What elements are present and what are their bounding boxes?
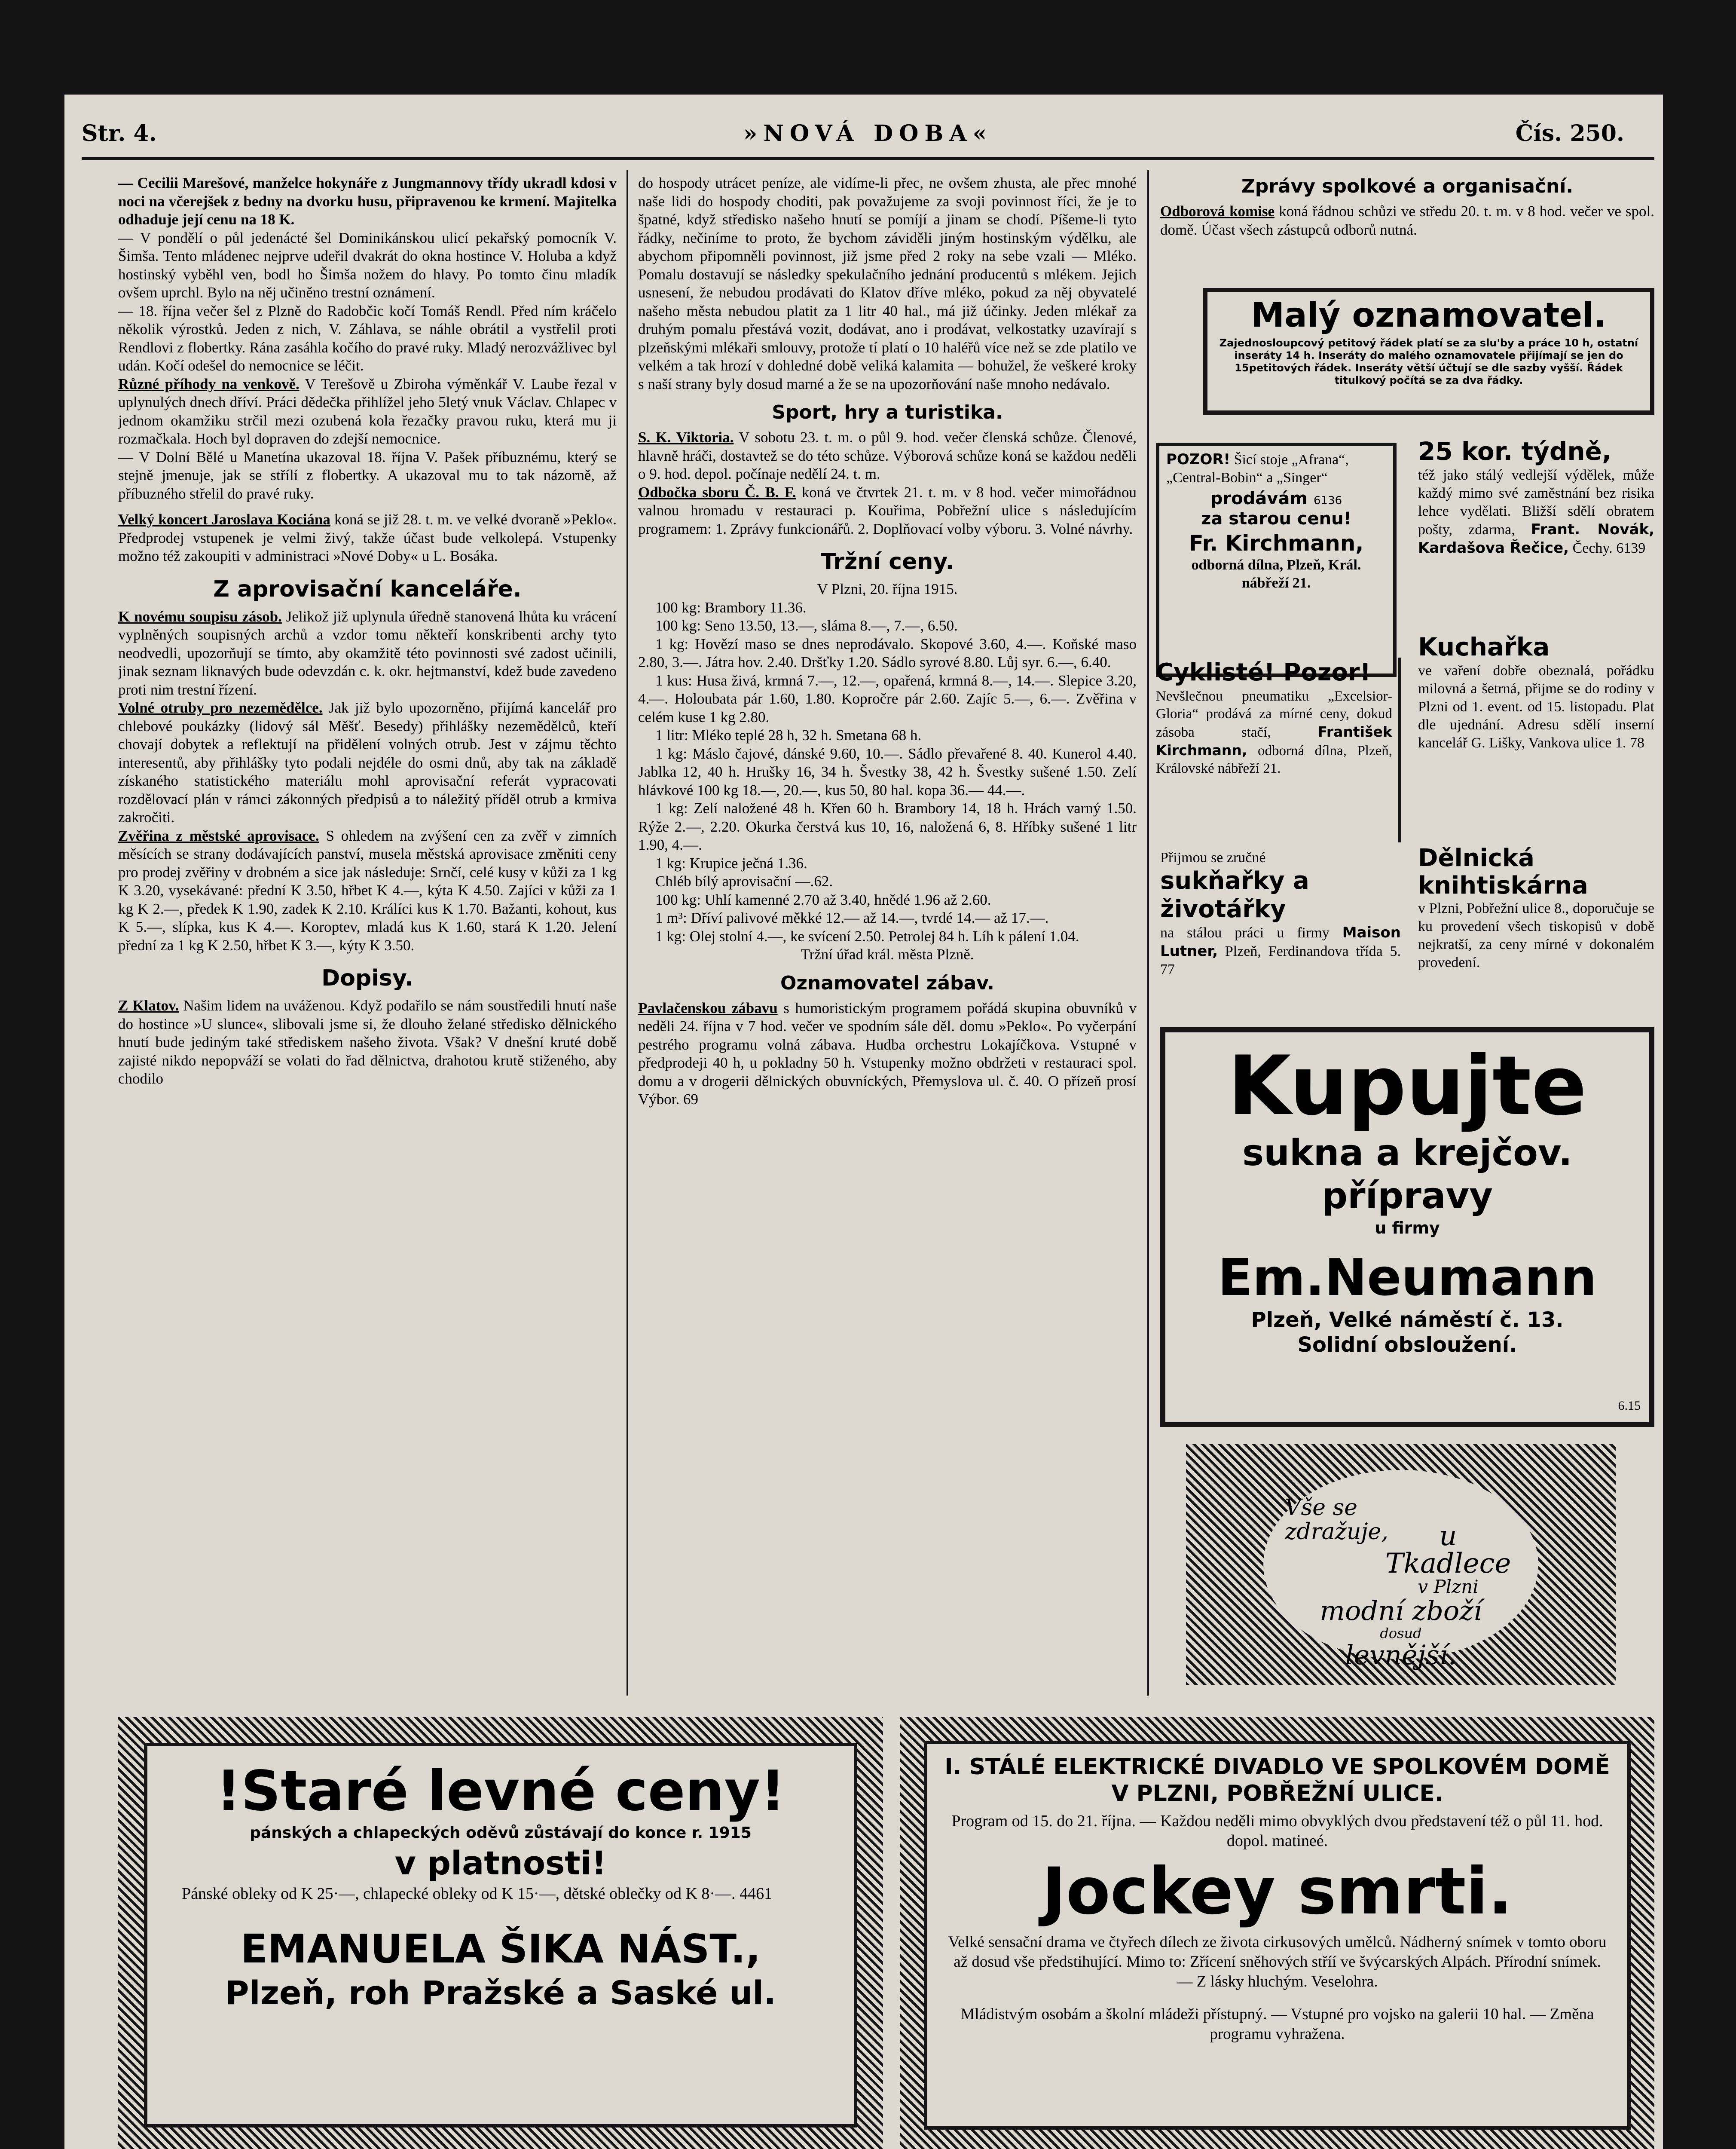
article-venkov: Různé příhody na venkově. V Terešově u Zbiroha výměnkář V. Laube řezal v uplynulých dnech dříví. Práci dědečka přihlížel jeho 5letý vnuk Václav. Chlapec v jednom okamžiku strčil mezi ozubená kola řezačky pravou ruku, která mu ji rozmačkala. Hoch byl dopraven do zdejší nemocnice. <box>118 375 617 447</box>
article-klatovy-cont: do hospody utrácet peníze, ale vidíme-li přec, ne ovšem zhusta, ale přec mnohé naše lidi do hospody choditi, pak považujeme za svoji povinnost říci, že je to špatné, když středisko našeho hnutí se pomíjí a jinam se chodí. Píšeme-li tyto řádky, nečiníme to proto, že bychom záviděli jiným hostinským výdělku, ale abychom připomněli povinnost, již jsme před 2 roky na sebe vzali — Mléko. Pomalu dostavují se následky spekulačního jednání producentů s mlékem. Jejich usnesení, že nebudou prodávati do Klatov dříve mléko, pokud za něj obyvatelé našeho města nebudou platit za 1 litr 40 hal., má již účinky. Jeden mlékař za druhým pomalu přestává vozit, dodávat, ano i prodávat, velkostatky uzavírají s plzeňskými mlékaři smlouvy, protože tí platí o 10 haléřů více než se zde platilo ve velkém a tak hrozí v dohledné době veliká kalamita — bohužel, že veškeré kroky s naší strany byly dosud marné a že se na upozorňování naše mnoho nedávalo. <box>638 174 1137 392</box>
heading-zpravy: Zprávy spolkové a organisační. <box>1241 175 1574 197</box>
article-marešová: — Cecilii Marešové, manželce hokynáře z Jungmannovy třídy ukradl kdosi v noci na včerejšek z bedny na dvorku husu, připravenou ke krmení. Majitelka odhaduje její cenu na 18 K. <box>118 174 617 228</box>
market-price-line: 100 kg: Uhlí kamenné 2.70 až 3.40, hnědé 1.96 až 2.60. <box>655 891 991 908</box>
market-prices <box>638 599 1137 946</box>
article-simsa: — V pondělí o půl jedenácté šel Dominikánskou ulicí pekařský pomocník V. Šimša. Tento mládenec nejprve udeřil dvakrát do okna hostince V. Holuba a když hostinský vyběhl ven, bodl ho Šimša nožem do hlavy. Po tomto činu mladík ovšem uprchl. Bylo na něj učiněno trestní oznámení. <box>118 229 617 301</box>
maly-oznamovatel-title: Malý oznamovatel. <box>1251 296 1607 335</box>
column-2 <box>638 174 1137 1109</box>
newspaper-title: »NOVÁ DOBA« <box>743 120 993 147</box>
article-koncert: Velký koncert Jaroslava Kociána koná se již 28. t. m. ve velké dvoraně »Peklo«. Předprodej vstupenek je velmi živý, takže účast bude velkolepá. Vstupenky možno též zakoupiti v administraci »Nové Doby« u L. Bosáka. <box>118 511 617 564</box>
market-price-line: 1 kg: Zelí naložené 48 h. Křen 60 h. Brambory 14, 18 h. Hrách varný 1.50. Rýže 2.—, 2.20. Okurka čerstvá kus 10, 16, naložená 6, 8. Hříbky sušené 1 litr 1.90, 4.—. <box>638 800 1137 853</box>
ad-kupujte-neumann: Kupujte sukna a krejčov. přípravy u firmy Em.Neumann Plzeň, Velké náměstí č. 13. Solidní obsloužení. 6.15 <box>1160 1027 1654 1427</box>
ad-stare-ceny: !Staré levné ceny! pánských a chlapeckých oděvů zůstávají do konce r. 1915 v platnosti! Pánské obleky od K 25·—, chlapecké obleky od K 15·—, dětské oblečky od K 8·—. 4461 EMANUELA ŠIKA NÁST., Plzeň, roh Pražské a Saské ul. <box>144 1743 857 2128</box>
article-zverina: Zvěřina z městské aprovisace. S ohledem na zvýšení cen za zvěř v zimních měsících se strany dodávajících panství, musela městská aprovisace změniti ceny pro prodej zvěřiny v drobném a sice jak následuje: Srnčí, celé kusy v kůži za 1 kg K 3.20, vysekávané: přední K 3.50, hřbet K 4.—, kýta K 4.50. Zajíci v kůži za 1 kg K 2.—, předek K 1.90, zadek K 2.10. Králíci kus K 1.70. Bažanti, kohout, kus K 5.—, slípka, kus K 4.—. Koroptev, mladá kus K 1.60, stará K 1.20. Jelení přední za 1 kg K 2.50, hřbet K 3.—, kýty K 3.50. <box>118 827 617 954</box>
article-otruby: Volné otruby pro nezemědělce. Jak již bylo upozorněno, přijímá kancelář pro chlebové poukázky (lidový sál Měšť. Besedy) přihlášky nezemědělců, kteří chovají dobytek a reflektují na přidělení volných otrub. Jest v zájmu těchto interesentů, aby přihlášky tyto podali nejdéle do osmi dnů, aby tak na základě získaného statistického materiálu mohl aprovisační referát vypracovati rozdělovací plán v rámci zákonných předpisů a to náležitý příděl otrub a krmiva zakročiti. <box>118 699 617 826</box>
maly-oznamovatel-box <box>1203 288 1654 415</box>
market-price-line: 1 kg: Máslo čajové, dánské 9.60, 10.—. Sádlo převařené 8. 40. Kunerol 4.40. Jablka 12, 40 h. Hrušky 16, 34 h. Švestky 38, 42 h. Švestky sušené 1.50. Zelí hlávkové 100 kg 18.—, 20.—, kus 50, 80 hal. kopa 36.— 44.—. <box>638 745 1137 799</box>
ad-kucharka: Kuchařka ve vaření dobře obeznalá, pořádku milovná a šetrná, přijme se do rodiny v Plzni od 1. event. od 15. listopadu. Plat dle ujednání. Adresu sdělí inserní kancelář G. Lišky, Vankova ulice 1. 78 <box>1418 632 1654 751</box>
header-rule <box>82 157 1654 160</box>
article-soupis: K novému soupisu zásob. Jelikož již uplynula úředně stanovená lhůta ku vrácení vyplněných soupisných archů a vzdor tomu někteří konskribenti archy tyto neodvedli, upozorňují se tímto, aby okamžitě této povinnosti své zadost učinili, jinak seznam liknavých bude odevzdán c. k. okr. hejtmanství, kdež bude zavedeno proti nim trestní řízení. <box>118 608 617 698</box>
ad-pozor-kirchmann: POZOR! Šicí stoje „Afrana“, „Central-Bobin“ a „Singer“ prodávám 6136 za starou cenu! Fr. Kirchmann, odborná dílna, Plzeň, Král. nábřeží 21. <box>1156 443 1397 677</box>
market-signature: Tržní úřad král. města Plzně. <box>801 946 974 963</box>
article-rendl: — 18. října večer šel z Plzně do Radobčic kočí Tomáš Rendl. Před ním kráčelo několik výrostků. Jeden z nich, V. Záhlava, se náhle obrátil a vystřelil proti Rendlovi z flobertky. Rána zasáhla kočího do pravé ruky. Mladý nerozvážlivec byl udán. Kočí odešel do nemocnice se léčit. <box>118 302 617 374</box>
market-price-line: 1 kg: Olej stolní 4.—, ke svícení 2.50. Petrolej 84 h. Líh k pálení 1.04. <box>655 928 1079 945</box>
market-date: V Plzni, 20. října 1915. <box>817 581 958 597</box>
heading-zabavy: Oznamovatel zábav. <box>780 972 995 994</box>
market-price-line: 1 kus: Husa živá, krmná 7.—, 12.—, opařená, krmná 8.—, 14.—. Slepice 3.20, 4.—. Holoubata pár 1.60, 1.80. Kopročre pár 2.60. Zajíc 5.—, 6.—. Zvěřina v celém kuse 1 kg 2.80. <box>638 672 1137 726</box>
heading-dopisy: Dopisy. <box>321 965 413 991</box>
column-1 <box>118 174 617 1088</box>
ad-tkadlec: Vše se zdražuje, u Tkadlece v Plzni modní zboží dosud levnější. <box>1186 1444 1616 1685</box>
issue-number: Čís. 250. <box>1515 120 1624 147</box>
page-number: Str. 4. <box>82 120 157 147</box>
column-divider-2 <box>1147 170 1149 1696</box>
article-pavlacenska: Pavlačenskou zábavu s humoristickým programem pořádá skupina obuvníků v neděli 24. října v 7 hod. večer ve spodním sále děl. domu »Peklo«. Po vyčerpání pestrého programu volná zábava. Hudba orchestru Lokajíčkova. Vstupné v předprodeji 40 h, u pokladny 50 h. Vstupenky možno obdržeti v restauraci spol. domu a v drogerii dělnických obuvníckých, Přemyslova ul. č. 40. O přízeň prosí Výbor. 69 <box>638 999 1137 1108</box>
market-price-line: Chléb bílý aprovisační —.62. <box>655 873 833 890</box>
page-header <box>82 116 1654 159</box>
article-dolni-bela: — V Dolní Bělé u Manetína ukazoval 18. října V. Pašek příbuznému, který se stejně jmenuje, jak se střílí z flobertky. A ukazoval mu to tak názorně, až příbuzného střelil do pravé ruky. <box>118 448 617 502</box>
heading-aprovisace: Z aprovisační kanceláře. <box>213 576 522 602</box>
ad-delnicka-knihtiskarna: Dělnická knihtiskárna v Plzni, Pobřežní ulice 8., doporučuje se ku provedení všech tiskopisů v době nejkratší, za ceny mírné v dokonalém provedení. <box>1418 844 1654 970</box>
heading-sport: Sport, hry a turistika. <box>772 401 1003 423</box>
market-price-line: 100 kg: Seno 13.50, 13.—, sláma 8.—, 7.—, 6.50. <box>655 617 958 634</box>
market-price-line: 1 m³: Dříví palivové měkké 12.— až 14.—, tvrdé 14.— až 17.—. <box>655 909 1049 926</box>
market-price-line: 1 litr: Mléko teplé 28 h, 32 h. Smetana 68 h. <box>655 727 922 744</box>
article-viktoria: S. K. Viktoria. V sobotu 23. t. m. o půl 9. hod. večer členská schůze. Členové, hlavně hráči, dostavtež se do této schůze. Výborová schůze koná se každou neděli o 9. hod. depol. počínaje nedělí 24. t. m. <box>638 429 1137 482</box>
article-klatovy: Z Klatov. Našim lidem na uváženou. Když podařilo se nám soustředili hnutí naše do hostince »U slunce«, slibovali jsme si, že dlouho želané středisko dělnického hnutí bude jediným také střediskem našeho života. Však? V dnešní kruté době zajisté nikdo nepopváží se volati do řad dělnictva, drahotou krutě stiženého, aby chodilo <box>118 997 617 1087</box>
market-price-line: 1 kg: Hovězí maso se dnes neprodávalo. Skopové 3.60, 4.—. Koňské maso 2.80, 3.—. Játra hov. 2.40. Dršťky 1.20. Sádlo syrové 8.80. Lůj syr. 6.—, 6.40. <box>638 635 1137 670</box>
column-3 <box>1160 174 1654 239</box>
article-odborova-komise: Odborová komise koná řádnou schůzi ve středu 20. t. m. v 8 hod. večer ve spol. domě. Účast všech zástupců odborů nutná. <box>1160 203 1655 238</box>
column-divider-1 <box>627 170 628 1696</box>
ad-25-kor: 25 kor. týdně, též jako stálý vedlejší výdělek, může každý mimo své zaměstnání bez risika lehce vydělati. Bližší sdělí obratem pošty, zdarma, Frant. Novák, Kardašova Řečice, Čechy. 6139 <box>1418 437 1654 557</box>
market-price-line: 1 kg: Krupice ječná 1.36. <box>655 854 807 872</box>
ad-suknarky: Přijmou se zručné sukňařky a životářky na stálou práci u firmy Maison Lutner, Plzeň, Ferdinandova třída 5. 77 <box>1160 850 1401 977</box>
maly-oznamovatel-text: Zajednosloupcový petitový řádek platí se za slu'by a práce 10 h, ostatní inseráty 14 h. Inseráty do malého oznamovatele přijímají se jen do 15petitových řádek. Inseráty větší účtují se dle sazby vyšší. Řádek titulkový počítá se za dva řádky. <box>1219 337 1638 386</box>
article-odbocka: Odbočka sboru Č. B. F. koná ve čtvrtek 21. t. m. v 8 hod. večer mimořádnou valnou hromadu v restauraci p. Kouřima, Pobřežní ulice s následujícím programem: 1. Zprávy funkcionářů. 2. Doplňovací volby výboru. 3. Volné návrhy. <box>638 484 1137 537</box>
market-price-line: 100 kg: Brambory 11.36. <box>655 599 807 616</box>
ad-elektricke-divadlo: I. STÁLÉ ELEKTRICKÉ DIVADLO VE SPOLKOVÉM DOMĚ V PLZNI, POBŘEŽNÍ ULICE. Program od 15. do 21. října. — Každou neděli mimo obvyklých dvou představení též o půl 11. hod. dopol. matineé. Jockey smrti. Velké sensační drama ve čtyřech dílech ze života cirkusových umělců. Nádherný snímek v tomto oboru až dosud vše předstihující. Mimo to: Zřícení sněhových stříí ve švýcarských Alpách. Přírodní snímek. — Z lásky hluchým. Veselohra. Mládistvým osobám a školní mládeži přístupný. — Vstupné pro vojsko na galerii 10 hal. — Změna programu vyhražena. <box>924 1741 1631 2130</box>
heading-trzni-ceny: Tržní ceny. <box>820 549 954 575</box>
ad-cyklist: Cyklisté! Pozor! Nevšlečnou pneumatiku „Excelsior-Gloria“ prodává za mírné ceny, dokud zásoba stačí, František Kirchmann, odborná dílna, Plzeň, Královské nábřeží 21. <box>1156 658 1401 842</box>
